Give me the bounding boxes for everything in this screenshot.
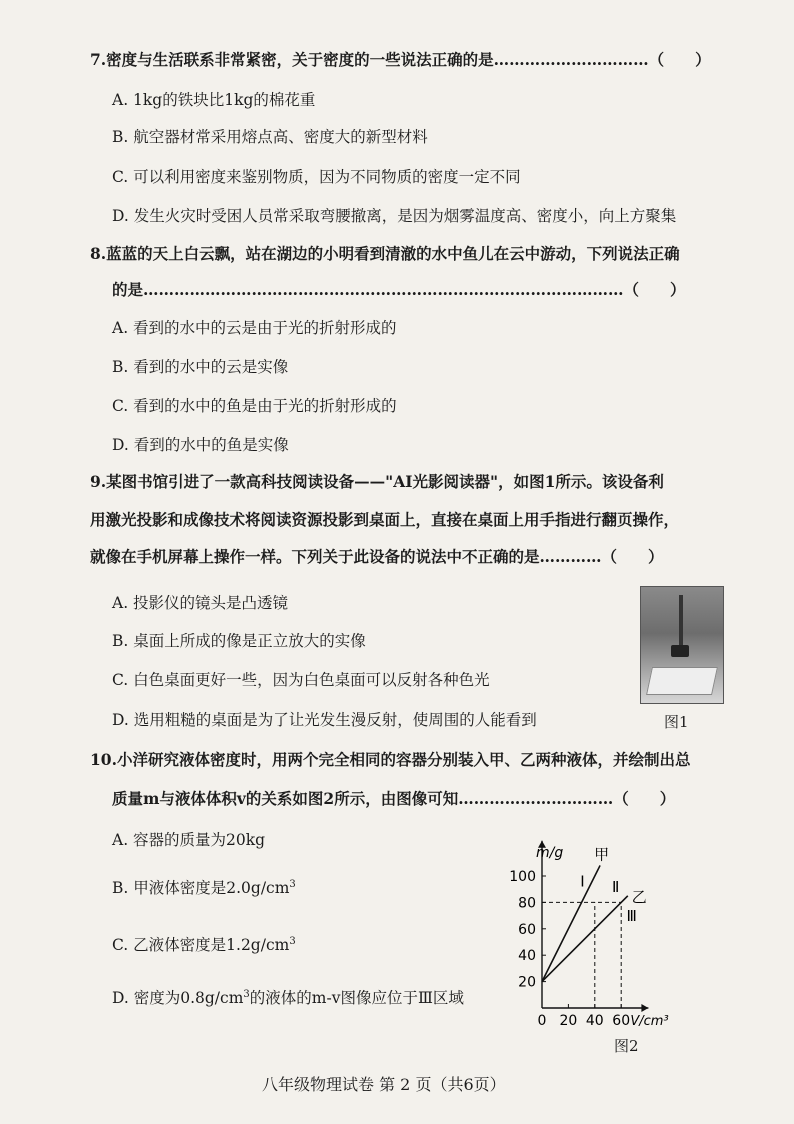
- q8-option-c: C. 看到的水中的鱼是由于光的折射形成的: [112, 397, 397, 415]
- x-axis-arrow: [641, 1004, 648, 1012]
- q8-option-a: A. 看到的水中的云是由于光的折射形成的: [112, 319, 397, 337]
- q9-option-d: D. 选用粗糙的桌面是为了让光发生漫反射，使周围的人能看到: [112, 711, 537, 729]
- y-tick-label: 40: [518, 948, 536, 965]
- x-tick-label: 20: [559, 1013, 578, 1029]
- q10-b-sup: 3: [289, 879, 296, 890]
- y-tick-label: 20: [518, 974, 536, 991]
- q9-stem-line3: 就像在手机屏幕上操作一样。下列关于此设备的说法中不正确的是…………（ ）: [90, 547, 664, 566]
- q7-option-b: B. 航空器材常采用熔点高、密度大的新型材料: [112, 128, 428, 146]
- q10-option-a: A. 容器的质量为20kg: [112, 831, 266, 849]
- q9-stem-line1: 9.某图书馆引进了一款高科技阅读设备——"AI光影阅读器"，如图1所示。该设备利: [90, 472, 664, 491]
- q7-option-d: D. 发生火灾时受困人员常采取弯腰撤离，是因为烟雾温度高、密度小，向上方聚集: [112, 207, 677, 225]
- figure1-caption: 图1: [664, 713, 689, 731]
- y-tick-label: 80: [518, 895, 536, 912]
- q10-option-c: [112, 932, 296, 955]
- y-axis-label: m/g: [536, 844, 564, 861]
- q9-option-c: C. 白色桌面更好一些，因为白色桌面可以反射各种色光: [112, 671, 490, 689]
- page-footer: 八年级物理试卷 第 2 页（共6页）: [262, 1075, 506, 1094]
- ai-reader-photo: [640, 586, 724, 704]
- q8-option-d: D. 看到的水中的鱼是实像: [112, 436, 289, 454]
- q8-option-b: B. 看到的水中的云是实像: [112, 358, 289, 376]
- figure2-caption: 图2: [614, 1037, 639, 1055]
- q7-stem: 7.密度与生活联系非常紧密，关于密度的一些说法正确的是…………………………（ ）: [90, 50, 711, 69]
- y-tick-label: 60: [518, 921, 536, 938]
- projector-head: [671, 645, 689, 657]
- x-tick-label: 0: [537, 1013, 547, 1029]
- x-axis-label: V/cm³: [630, 1014, 669, 1029]
- q10-stem-line1: 10.小洋研究液体密度时，用两个完全相同的容器分别装入甲、乙两种液体，并绘制出总: [90, 750, 691, 769]
- x-tick-label: 60: [612, 1013, 631, 1029]
- q8-stem-line1: 8.蓝蓝的天上白云飘，站在湖边的小明看到清澈的水中鱼儿在云中游动，下列说法正确: [90, 244, 680, 263]
- q8-stem-line2: 的是…………………………………………………………………………………（ ）: [112, 280, 686, 299]
- q10-option-d: [112, 985, 464, 1008]
- q10-b-text: B. 甲液体密度是2.0g/cm: [112, 879, 290, 898]
- q10-d-text: D. 密度为0.8g/cm: [112, 989, 244, 1008]
- q10-d-sup: 3: [243, 989, 250, 1000]
- region-label: Ⅱ: [611, 877, 620, 896]
- q7-option-a: A. 1kg的铁块比1kg的棉花重: [112, 91, 316, 109]
- mv-chart: [500, 825, 770, 1030]
- region-label: Ⅲ: [626, 906, 637, 925]
- region-label: Ⅰ: [580, 872, 585, 891]
- q10-d-text-post: 的液体的m-v图像应位于Ⅲ区域: [249, 989, 464, 1008]
- series-line: [542, 865, 600, 981]
- q7-option-c: C. 可以利用密度来鉴别物质，因为不同物质的密度一定不同: [112, 168, 521, 186]
- q10-c-text: C. 乙液体密度是1.2g/cm: [112, 936, 290, 955]
- series-label: 甲: [594, 845, 610, 864]
- x-tick-label: 40: [585, 1013, 604, 1029]
- y-tick-label: 100: [509, 869, 536, 885]
- q9-option-b: B. 桌面上所成的像是正立放大的实像: [112, 632, 366, 650]
- q10-c-sup: 3: [289, 936, 296, 947]
- lamp-pole: [679, 595, 683, 650]
- q9-stem-line2: 用激光投影和成像技术将阅读资源投影到桌面上，直接在桌面上用手指进行翻页操作，: [90, 510, 680, 529]
- q9-option-a: A. 投影仪的镜头是凸透镜: [112, 594, 289, 612]
- q10-option-b: [112, 875, 296, 898]
- series-label: 乙: [631, 887, 647, 906]
- q10-stem-line2: 质量m与液体体积v的关系如图2所示，由图像可知…………………………（ ）: [112, 789, 676, 808]
- projected-page: [646, 667, 718, 695]
- series-line: [542, 896, 628, 982]
